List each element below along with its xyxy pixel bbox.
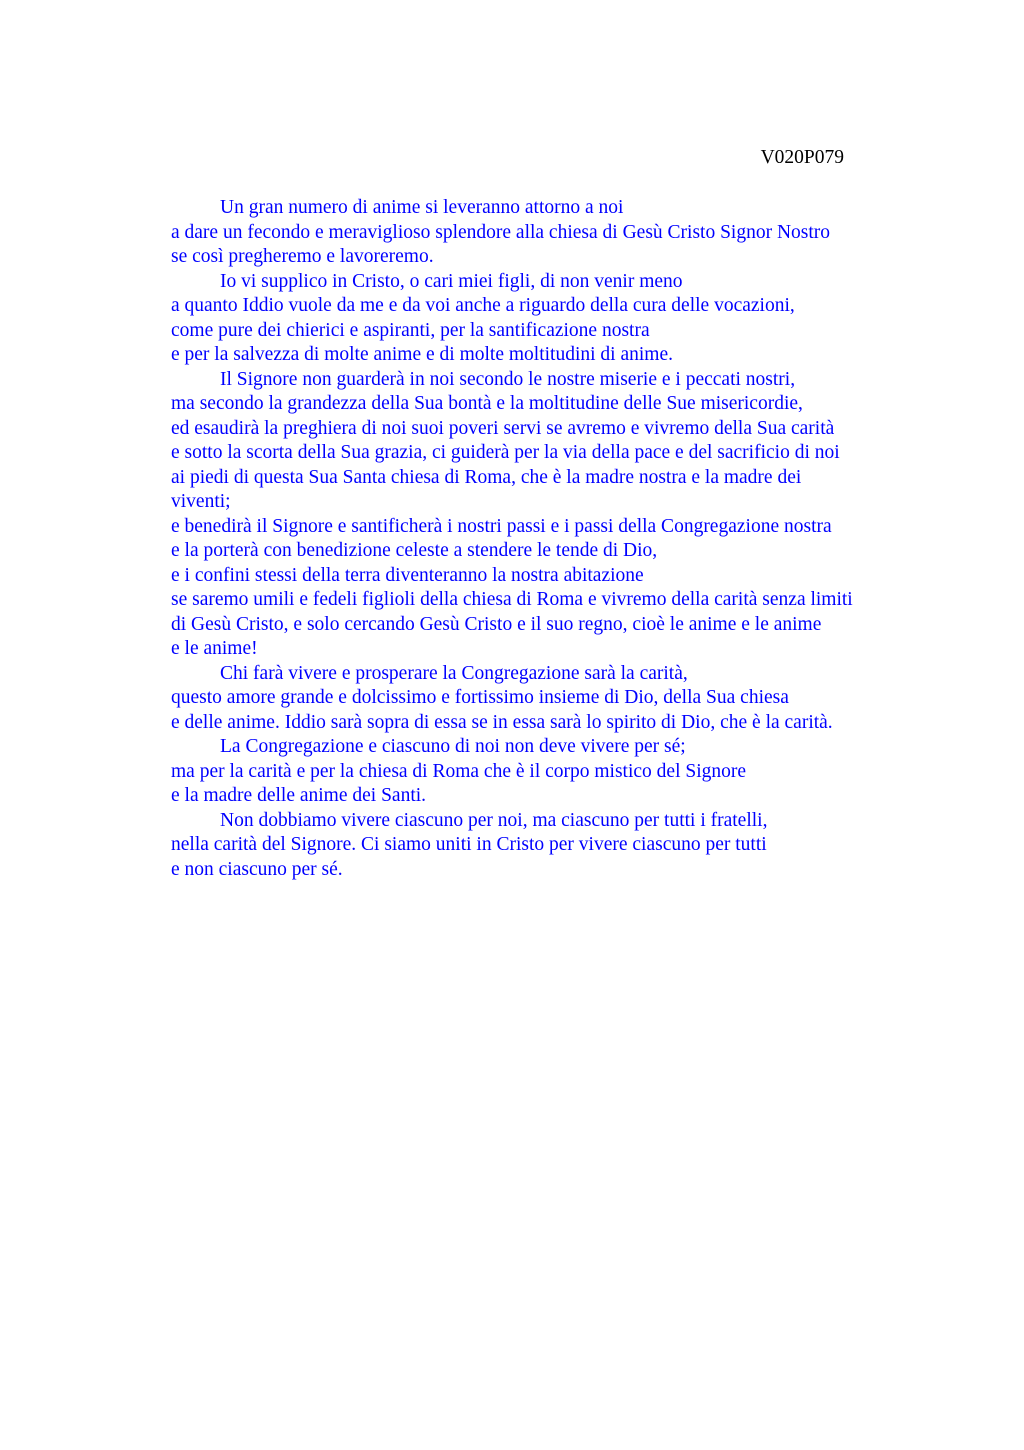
text-line: ma per la carità e per la chiesa di Roma che è il corpo mistico del Signore	[171, 760, 747, 782]
text-line: e le anime!	[171, 638, 258, 659]
text-line: e la porterà con benedizione celeste a stendere le tende di Dio,	[171, 540, 658, 561]
text-line: viventi;	[171, 491, 231, 512]
page-identifier: V020P079	[760, 147, 844, 168]
text-line: nella carità del Signore. Ci siamo uniti in Cristo per vivere ciascuno per tutti	[171, 834, 767, 855]
text-line: Chi farà vivere e prosperare la Congregazione sarà la carità,	[220, 662, 688, 684]
text-line: a quanto Iddio vuole da me e da voi anche a riguardo della cura delle vocazioni,	[171, 295, 795, 316]
text-line: Io vi supplico in Cristo, o cari miei figli, di non venir meno	[220, 270, 683, 292]
text-line: Non dobbiamo vivere ciascuno per noi, ma ciascuno per tutti i fratelli,	[220, 809, 768, 831]
text-line: e benedirà il Signore e santificherà i nostri passi e i passi della Congregazione nostra	[171, 515, 832, 537]
text-line: e la madre delle anime dei Santi.	[171, 785, 427, 806]
text-line: La Congregazione e ciascuno di noi non deve vivere per sé;	[220, 736, 686, 757]
text-line: di Gesù Cristo, e solo cercando Gesù Cristo e il suo regno, cioè le anime e le anime	[171, 613, 822, 635]
text-line: se saremo umili e fedeli figlioli della chiesa di Roma e vivremo della carità senza limiti	[171, 589, 853, 610]
text-line: questo amore grande e dolcissimo e fortissimo insieme di Dio, della Sua chiesa	[171, 687, 789, 708]
text-line: e non ciascuno per sé.	[171, 858, 343, 880]
text-line: e per la salvezza di molte anime e di molte moltitudini di anime.	[171, 344, 673, 365]
text-line: se così pregheremo e lavoreremo.	[171, 246, 434, 267]
text-line: ai piedi di questa Sua Santa chiesa di Roma, che è la madre nostra e la madre dei	[171, 466, 802, 488]
text-line: e i confini stessi della terra diventeranno la nostra abitazione	[171, 564, 644, 586]
text-line: Il Signore non guarderà in noi secondo le nostre miserie e i peccati nostri,	[220, 368, 796, 390]
text-line: a dare un fecondo e meraviglioso splendore alla chiesa di Gesù Cristo Signor Nostro	[171, 221, 831, 243]
text-line: ed esaudirà la preghiera di noi suoi poveri servi se avremo e vivremo della Sua carità	[171, 417, 835, 439]
document-body	[171, 196, 911, 882]
text-line: Un gran numero di anime si leveranno attorno a noi	[220, 197, 624, 218]
text-line: come pure dei chierici e aspiranti, per la santificazione nostra	[171, 319, 650, 341]
text-line: ma secondo la grandezza della Sua bontà e la moltitudine delle Sue misericordie,	[171, 393, 803, 414]
text-line: e delle anime. Iddio sarà sopra di essa se in essa sarà lo spirito di Dio, che è la carità.	[171, 711, 833, 733]
text-line: e sotto la scorta della Sua grazia, ci guiderà per la via della pace e del sacrificio di noi	[171, 442, 840, 463]
